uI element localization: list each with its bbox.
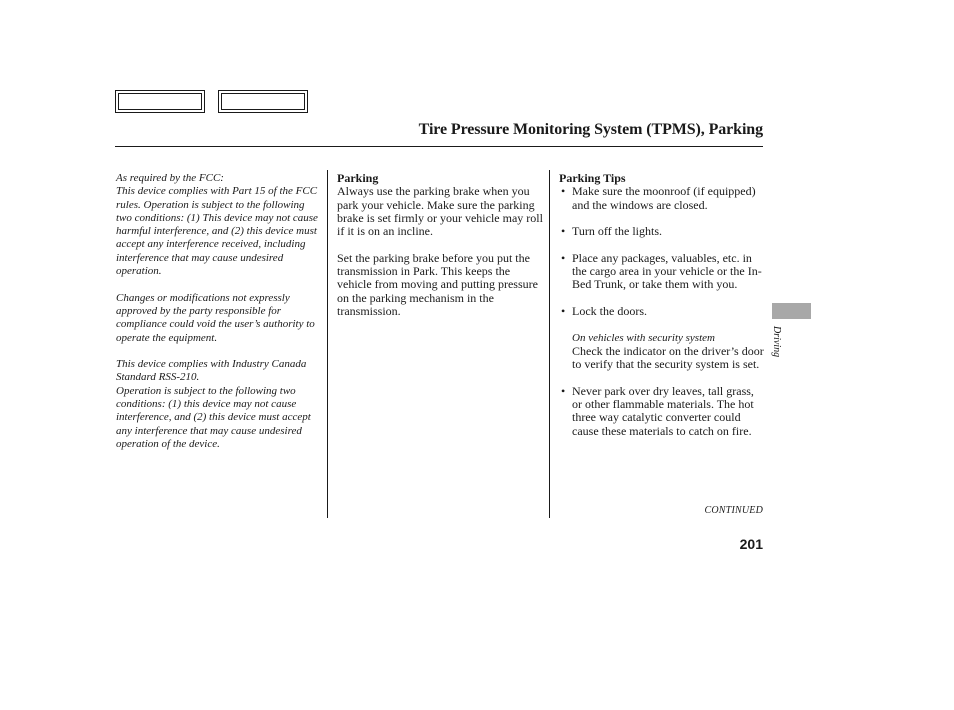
list-item-text: Turn off the lights. [572, 224, 663, 239]
list-item-text: Place any packages, valuables, etc. in the cargo area in your vehicle or the In-Bed Trunk, or take them with you. [572, 250, 762, 292]
parking-tips-heading: Parking Tips [559, 171, 626, 185]
security-note-text: Check the indicator on the driver’s door to verify that the security system is set. [572, 343, 764, 372]
list-item [559, 305, 765, 318]
bullet-icon: • [561, 303, 566, 318]
list-item [559, 185, 765, 212]
bullet-icon: • [561, 383, 566, 398]
page-number: 201 [739, 536, 763, 552]
fcc-notice-paragraph: As required by the FCC: This device complies with Part 15 of the FCC rules. Operation is subject to the following two conditions: (1) This device may not cause harmful interference, and (2) this device must accept any interference received, including interference that may cause undesired operation. [116, 172, 318, 278]
column-divider [327, 170, 328, 518]
list-item [559, 225, 765, 238]
fcc-notice-column [116, 172, 322, 465]
parking-paragraph: Set the parking brake before you put the transmission in Park. This keeps the vehicle from moving and putting pressure on the parking mechanism in the transmission. [337, 250, 538, 318]
bullet-icon: • [561, 250, 566, 265]
parking-heading: Parking [337, 171, 379, 185]
section-label: Driving [771, 326, 782, 358]
list-item [559, 385, 765, 438]
nav-box-previous[interactable] [115, 90, 205, 113]
list-item-text: Make sure the moonroof (if equipped) and the windows are closed. [572, 184, 756, 212]
title-rule [115, 146, 763, 147]
bullet-icon: • [561, 224, 566, 239]
parking-paragraph: Always use the parking brake when you park your vehicle. Make sure the parking brake is set firmly or your vehicle may roll if it is on an incline. [337, 184, 543, 239]
list-item [559, 252, 765, 292]
page-title: Tire Pressure Monitoring System (TPMS), Parking [418, 121, 763, 138]
parking-tips-column [559, 172, 765, 451]
section-tab[interactable] [772, 303, 811, 319]
bullet-icon: • [561, 184, 566, 199]
column-divider [549, 170, 550, 518]
modification-notice-paragraph: Changes or modifications not expressly approved by the party responsible for compliance could void the user’s authority to operate the equipment. [116, 291, 315, 344]
security-note-label: On vehicles with security system [572, 331, 715, 344]
list-item-text: Never park over dry leaves, tall grass, or other flammable materials. The hot three way catalytic converter could cause these materials to catch on fire. [572, 383, 754, 438]
nav-box-next[interactable] [218, 90, 308, 113]
continued-label: CONTINUED [704, 505, 763, 516]
parking-column [337, 172, 543, 332]
list-item-text: Lock the doors. [572, 303, 647, 318]
industry-canada-paragraph: This device complies with Industry Canada Standard RSS-210. Operation is subject to the following two conditions: (1) this device may not cause interference, and (2) this device must accept any interference that may cause undesired operation of the device. [116, 358, 311, 450]
